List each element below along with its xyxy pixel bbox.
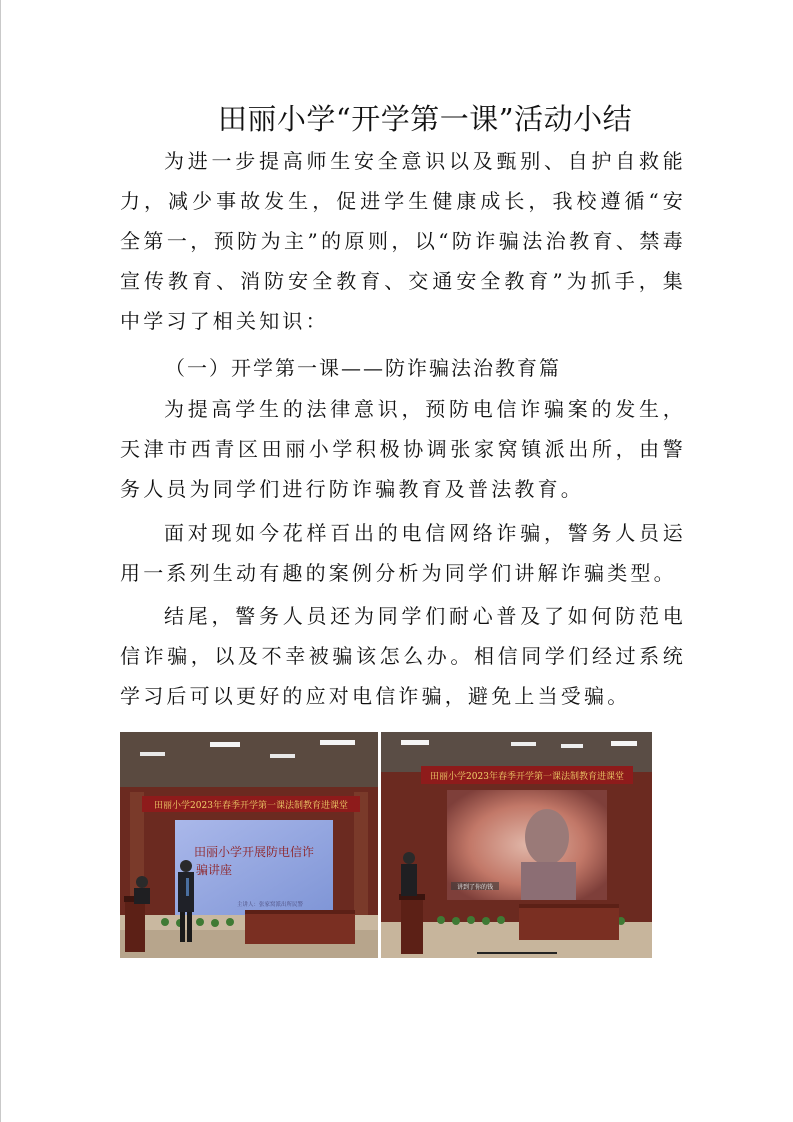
paragraph-purpose: 为提高学生的法律意识，预防电信诈骗案的发生，天津市西青区田丽小学积极协调张家窝镇派出所，由警务人员为同学们进行防诈骗教育及普法教育。 <box>120 397 686 501</box>
screen-subtitle: 主讲人：张家窝派出所民警 <box>236 902 304 908</box>
photo-lecture-stage <box>120 732 378 958</box>
page-left-edge <box>0 0 1 1122</box>
paragraph-intro: 为进一步提高师生安全意识以及甄别、自护自救能力，减少事故发生，促进学生健康成长，我校遵循“安全第一，预防为主”的原则，以“防诈骗法治教育、禁毒宣传教育、消防安全教育、交通安全教育”为抓手，集中学习了相关知识： <box>120 149 686 333</box>
paragraph-conclusion: 结尾，警务人员还为同学们耐心普及了如何防范电信诈骗，以及不幸被骗该怎么办。相信同学们经过系统学习后可以更好的应对电信诈骗，避免上当受骗。 <box>120 604 686 708</box>
photo-video-screen <box>381 732 652 958</box>
screen-title-line2: 骗讲座 <box>195 863 233 877</box>
paragraph-cases: 面对现如今花样百出的电信网络诈骗，警务人员运用一系列生动有趣的案例分析为同学们讲解诈骗类型。 <box>120 521 686 585</box>
section-heading: （一）开学第一课——防诈骗法治教育篇 <box>165 356 561 380</box>
document-title: 田丽小学“开学第一课”活动小结 <box>217 102 633 136</box>
banner-text: 田丽小学2023年春季开学第一课法制教育进课堂 <box>430 772 624 782</box>
screen-title-line1: 田丽小学开展防电信诈 <box>193 845 315 859</box>
screen-caption: 讲到了你的钱 <box>456 884 494 891</box>
banner-text: 田丽小学2023年春季开学第一课法制教育进课堂 <box>154 801 348 811</box>
